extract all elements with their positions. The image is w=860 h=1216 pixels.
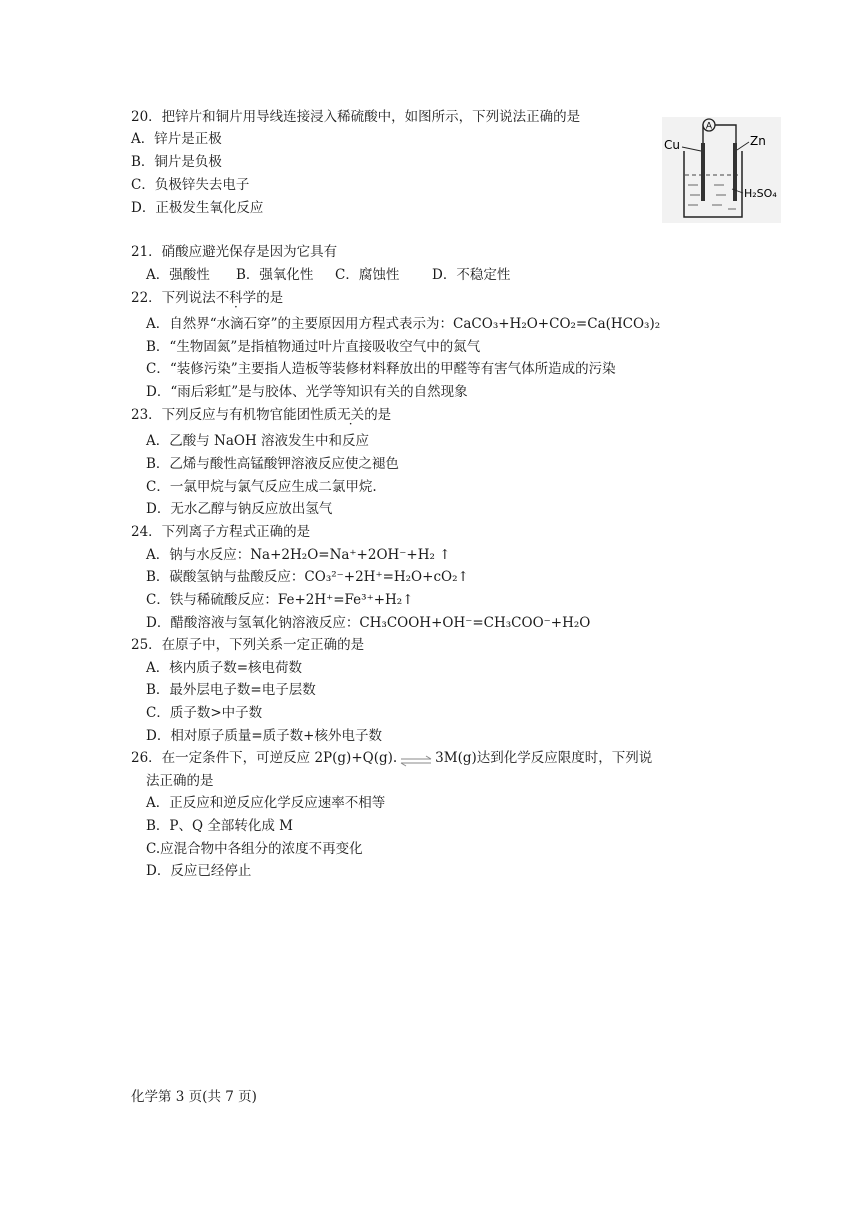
q25-option-a: A．核内质子数=核电荷数 [146, 660, 303, 676]
acid-label: H₂SO₄ [744, 187, 777, 200]
q22-stem-post: 的是 [256, 290, 284, 306]
q26-option-c: C.应混合物中各组分的浓度不再变化 [146, 841, 363, 857]
q26-stem-pre: 26．在一定条件下，可逆反应 2P(g)+Q(g). [131, 750, 398, 766]
q23-option-c: C．一氯甲烷与氯气反应生成二氯甲烷. [146, 479, 377, 495]
q22-option-d: D．“雨后彩虹”是与胶体、光学等知识有关的自然现象 [146, 384, 468, 400]
q23-stem-post: 的是 [364, 407, 392, 423]
ammeter-label: A [705, 121, 713, 132]
q21-option-c: C．腐蚀性 [335, 267, 400, 283]
q22-stem-pre: 22．下列说法 [131, 290, 216, 306]
q20-option-d: D．正极发生氧化反应 [131, 200, 264, 216]
q21-option-d: D．不稳定性 [432, 267, 511, 283]
copper-electrode [701, 143, 705, 201]
q26-stem-post: 3M(g)达到化学反应限度时，下列说 [435, 750, 653, 766]
q25-option-b: B．最外层电子数=电子层数 [146, 682, 316, 698]
q21-option-b: B．强氧化性 [236, 267, 314, 283]
q24-option-b: B．碳酸氢钠与盐酸反应：CO₃²⁻+2H⁺=H₂O+cO₂↑ [146, 569, 469, 585]
equilibrium-arrow-icon [398, 753, 434, 765]
q22-option-b: B．“生物固氮”是指植物通过叶片直接吸收空气中的氮气 [146, 339, 481, 355]
q20-option-b: B．铜片是负极 [131, 154, 222, 170]
q22-option-a: A．自然界“水滴石穿”的主要原因用方程式表示为：CaCO₃+H₂O+CO₂=Ca(HCO₃)₂ [146, 316, 661, 332]
galvanic-cell-figure [662, 117, 781, 223]
q23-stem-pre: 23．下列反应与有机物官能团性质 [131, 407, 338, 423]
q22-stem [131, 288, 283, 308]
zinc-electrode [733, 143, 737, 201]
q25-option-c: C．质子数>中子数 [146, 705, 263, 721]
q20-stem: 20．把锌片和铜片用导线连接浸入稀硫酸中，如图所示，下列说法正确的是 [131, 109, 581, 125]
galvanic-cell-diagram [662, 117, 781, 223]
q24-option-c: C．铁与稀硫酸反应：Fe+2H⁺=Fe³⁺+H₂↑ [146, 592, 414, 608]
q21-stem: 21．硝酸应避光保存是因为它具有 [131, 244, 338, 260]
q26-option-b: B．P、Q 全部转化成 M [146, 818, 293, 834]
q23-stem-emphasis: 无关 [337, 407, 365, 423]
q22-stem-emphasis: 不科学 [215, 290, 257, 306]
q20-option-c: C．负极锌失去电子 [131, 177, 250, 193]
q24-option-d: D．醋酸溶液与氢氧化钠溶液反应：CH₃COOH+OH⁻=CH₃COO⁻+H₂O [146, 615, 591, 631]
q21-options [146, 265, 510, 285]
zn-label: Zn [750, 134, 766, 148]
q26-stem-line2: 法正确的是 [146, 773, 214, 789]
q23-option-d: D．无水乙醇与钠反应放出氢气 [146, 501, 333, 517]
q25-stem: 25．在原子中，下列关系一定正确的是 [131, 637, 365, 653]
q22-option-c: C．“装修污染”主要指人造板等装修材料释放出的甲醛等有害气体所造成的污染 [146, 361, 616, 377]
q21-option-a: A．强酸性 [146, 267, 210, 283]
q20-option-a: A．锌片是正极 [131, 131, 222, 147]
q26-option-a: A．正反应和逆反应化学反应速率不相等 [146, 795, 386, 811]
q26-option-d: D．反应已经停止 [146, 863, 252, 879]
q24-option-a: A．钠与水反应：Na+2H₂O=Na⁺+2OH⁻+H₂ ↑ [146, 547, 451, 563]
q24-stem: 24．下列离子方程式正确的是 [131, 524, 311, 540]
cu-label: Cu [664, 138, 680, 152]
q25-option-d: D．相对原子质量=质子数+核外电子数 [146, 728, 382, 744]
q23-stem [131, 405, 391, 425]
page-footer: 化学第 3 页(共 7 页) [131, 1089, 257, 1105]
q23-option-a: A．乙酸与 NaOH 溶液发生中和反应 [146, 433, 370, 449]
q26-stem-line1 [131, 748, 652, 768]
q23-option-b: B．乙烯与酸性高锰酸钾溶液反应使之褪色 [146, 456, 399, 472]
